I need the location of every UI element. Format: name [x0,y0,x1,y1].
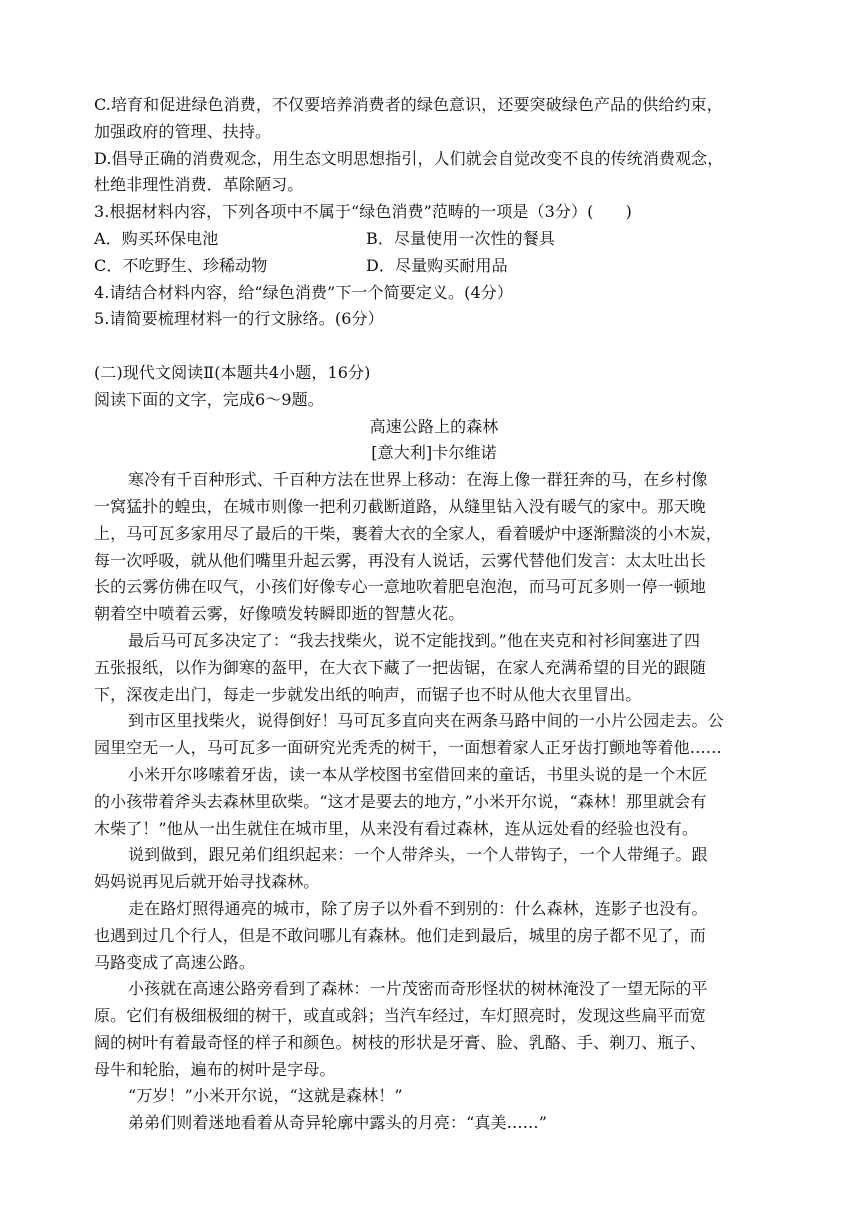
choice-d: D．尽量购买耐用品 [366,255,508,275]
option-c-line: 加强政府的管理、扶持。 [94,121,272,141]
choice-row [94,253,774,280]
choice-c: C．不吃野生、珍稀动物 [94,255,268,275]
paragraph-line: “万岁！”小米开尔说，“这就是森林！” [128,1086,403,1106]
option-c-line: C.培育和促进绿色消费，不仅要培养消费者的绿色意识，还要突破绿色产品的供给约束， [94,95,723,114]
option-d [94,146,774,200]
passage-paragraph [94,708,774,762]
paragraph-line: 下，深夜走出门，每走一步就发出纸的响声，而锯子也不时从他大衣里冒出。 [94,684,642,704]
paragraph-line: 五张报纸，以作为御寒的盔甲，在大衣下藏了一把齿锯，在家人充满希望的目光的跟随 [94,657,706,677]
paragraph-line: 弟弟们则着迷地看着从奇异轮廓中露头的月亮：“真美……” [128,1113,548,1133]
paragraph-line: 小米开尔哆嗦着牙齿，读一本从学校图书室借回来的童话，书里头说的是一个木匠 [128,764,708,784]
exam-page [94,92,774,1137]
choice-b: B．尽量使用一次性的餐具 [366,228,555,248]
choice-a: A．购买环保电池 [94,228,219,248]
paragraph-line: 走在路灯照得通亮的城市，除了房子以外看不到别的：什么森林，连影子也没有。 [128,898,708,918]
paragraph-line: 每一次呼吸，就从他们嘴里升起云雾，再没有人说话，云雾代替他们发言：太太吐出长 [94,550,706,570]
choice-row [94,226,774,253]
section-spacer [94,333,774,360]
passage-author: [意大利]卡尔维诺 [371,443,497,463]
question-4: 4.请结合材料内容，给“绿色消费”下一个简要定义。(4分） [94,282,513,302]
paragraph-line: 长的云雾仿佛在叹气，小孩们好像专心一意地吹着肥皂泡泡，而马可瓦多则一停一顿地 [94,577,706,597]
paragraph-line: 阔的树叶有着最奇怪的样子和颜色。树枝的形状是牙膏、脸、乳酪、手、剃刀、瓶子、 [94,1032,706,1052]
paragraph-line: 的小孩带着斧头去森林里砍柴。“这才是要去的地方，”小米开尔说，“森林！那里就会有 [94,791,707,811]
paragraph-line: 妈妈说再见后就开始寻找森林。 [94,872,320,892]
passage-paragraph [94,1083,774,1110]
passage-title: 高速公路上的森林 [369,416,499,436]
passage-paragraph [94,896,774,976]
option-d-line: 杜绝非理性消费．革除陋习。 [94,175,304,195]
paragraph-line: 朝着空中喷着云雾，好像喷发转瞬即逝的智慧火花。 [94,604,465,624]
paragraph-line: 木柴了！”他从一出生就住在城市里，从来没有看过森林，连从远处看的经验也没有。 [94,818,698,838]
passage-paragraph [94,842,774,896]
paragraph-line: 园里空无一人，马可瓦多一面研究光秃秃的树干，一面想着家人正牙齿打颤地等着他…… [94,738,722,758]
passage-paragraph [94,762,774,842]
question-3 [94,199,774,279]
paragraph-line: 说到做到，跟兄弟们组织起来：一个人带斧头，一个人带钩子，一个人带绳子。跟 [128,845,708,865]
section-instruction: 阅读下面的文字，完成6～9题。 [94,389,324,409]
passage-paragraph [94,976,774,1083]
option-c [94,92,774,146]
passage-paragraph [94,467,774,628]
paragraph-line: 一窝猛扑的蝗虫，在城市则像一把利刃截断道路，从缝里钻入没有暖气的家中。那天晚 [94,496,706,516]
paragraph-line: 原。它们有极细极细的树干，或直或斜；当汽车经过，车灯照亮时，发现这些扁平而宽 [94,1006,706,1026]
paragraph-line: 到市区里找柴火，说得倒好！马可瓦多直向夹在两条马路中间的一小片公园走去。公 [128,711,724,731]
paragraph-line: 小孩就在高速公路旁看到了森林：一片茂密而奇形怪状的树林淹没了一望无际的平 [128,979,708,999]
paragraph-line: 也遇到过几个行人，但是不敢问哪儿有森林。他们走到最后，城里的房子都不见了，而 [94,925,706,945]
question-3-stem: 3.根据材料内容，下列各项中不属于“绿色消费”范畴的一项是（3分）( ) [94,202,632,222]
question-5: 5.请简要梳理材料一的行文脉络。(6分） [94,309,384,329]
paragraph-line: 寒冷有千百种形式、千百种方法在世界上移动：在海上像一群狂奔的马，在乡村像 [128,470,708,490]
paragraph-line: 母牛和轮胎，遍布的树叶是字母。 [94,1059,336,1079]
section-heading: (二)现代文阅读Ⅱ(本题共4小题，16分) [94,362,371,382]
passage-paragraph [94,628,774,708]
passage-paragraph [94,1110,774,1137]
paragraph-line: 上，马可瓦多家用尽了最后的干柴，裹着大衣的全家人，看着暖炉中逐渐黯淡的小木炭， [94,523,722,543]
option-d-line: D.倡导正确的消费观念，用生态文明思想指引，人们就会自觉改变不良的传统消费观念， [94,148,724,168]
paragraph-line: 马路变成了高速公路。 [94,952,256,972]
paragraph-line: 最后马可瓦多决定了：“我去找柴火，说不定能找到。”他在夹克和衬衫间塞进了四 [128,630,701,650]
